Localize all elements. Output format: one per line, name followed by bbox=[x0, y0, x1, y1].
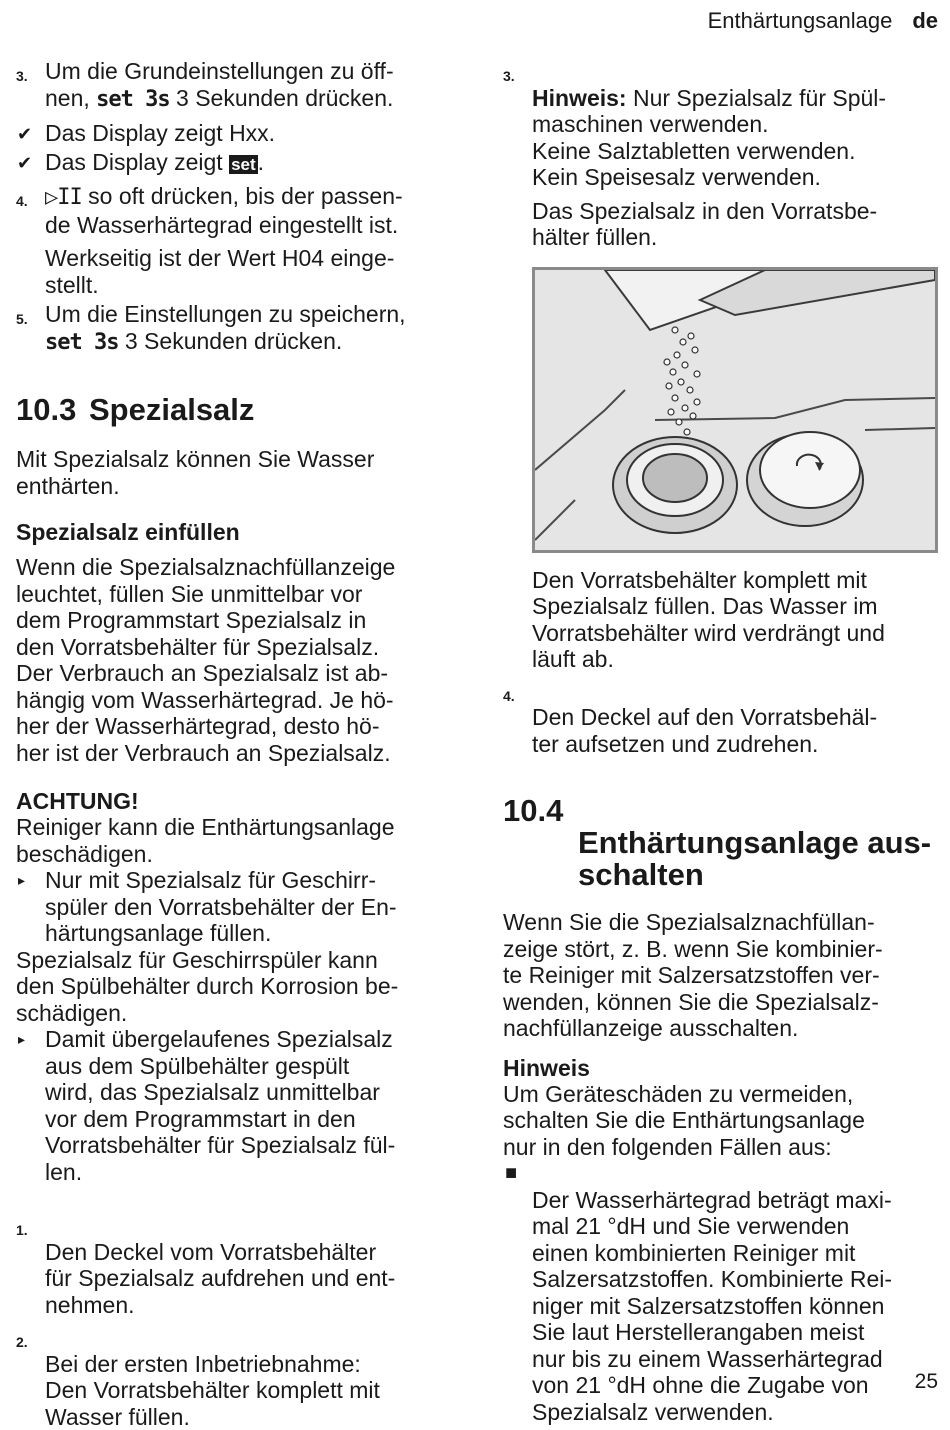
step-number: 4. bbox=[16, 193, 28, 209]
step-text: Um die Einstellungen zu speichern, bbox=[45, 301, 406, 327]
step-5-save-settings bbox=[16, 301, 456, 356]
step-number: 5. bbox=[16, 311, 28, 327]
section-title: Enthärtungsanlage aus- schalten bbox=[578, 825, 932, 892]
salt-filling-illustration bbox=[532, 267, 938, 553]
warning-title: ACHTUNG! bbox=[16, 788, 139, 814]
bullet-text: Der Wasserhärtegrad beträgt maxi- mal 21 °dH und Sie verwenden einen kombinierten Reiniger mit Salzersatzstoffen. Kombinierte Rei- niger mit Salzersatzstoffen können Sie laut Herstellerangaben meist nur bis zu einem Wasserhärtegrad von 21 °dH ohne die Zugabe von Spezialsalz verwenden. bbox=[532, 1186, 893, 1425]
header-language: de bbox=[912, 8, 938, 33]
step-number: 3. bbox=[503, 68, 515, 84]
set-3s-button-icon: set 3s bbox=[45, 329, 119, 355]
note-text: Um Geräteschäden zu vermeiden, schalten Sie die Enthärtungsanlage nur in den folgenden Fällen aus: bbox=[503, 1080, 865, 1160]
section-intro: Wenn Sie die Spezialsalznachfüllan- zeige stört, z. B. wenn Sie kombinier- te Reiniger mit Salzersatzstoffen ver- wenden, können Sie die Spezialsalz- nachfüllanzeige ausschalten. bbox=[503, 909, 883, 1041]
warning-text: Spezialsalz für Geschirrspüler kann den Spülbehälter durch Korrosion be- schädigen. bbox=[16, 946, 399, 1026]
section-heading-10-4 bbox=[503, 795, 943, 891]
step-number: 1. bbox=[16, 1222, 28, 1238]
start-pause-icon: ▷II bbox=[45, 185, 82, 210]
section-intro: Mit Spezialsalz können Sie Wasser enthärten. bbox=[16, 446, 375, 499]
result-text: Das Display zeigt bbox=[45, 148, 230, 175]
bullet-text: Damit übergelaufenes Spezialsalz aus dem Spülbehälter gespült wird, das Spezialsalz unmittelbar vor dem Programmstart in den Vorratsbehälter für Spezialsalz fül- len. bbox=[45, 1026, 396, 1185]
section-number: 10.4 bbox=[503, 793, 564, 828]
result-text: . bbox=[257, 148, 265, 175]
step-text: 3 Sekunden drücken. bbox=[169, 84, 394, 111]
section-heading-10-3 bbox=[16, 394, 456, 426]
checkmark-icon: ✔ bbox=[17, 124, 33, 144]
step-4-water-hardness bbox=[16, 183, 456, 238]
step-text: Den Deckel vom Vorratsbehälter für Spezialsalz aufdrehen und ent- nehmen. bbox=[45, 1238, 396, 1318]
result-text: Das Display zeigt Hxx. bbox=[45, 120, 276, 146]
step-3-note-salt bbox=[503, 58, 943, 191]
step-4-close-lid bbox=[503, 678, 943, 758]
hint-label: Hinweis: bbox=[532, 84, 627, 111]
note-bullet bbox=[503, 1160, 943, 1425]
note-title: Hinweis bbox=[503, 1054, 590, 1081]
step-text: Um die Grundeinstellungen zu öff- bbox=[45, 58, 394, 84]
result-display-hxx bbox=[16, 120, 456, 147]
result-display-set bbox=[16, 149, 456, 179]
step-1-unscrew-lid bbox=[16, 1212, 456, 1318]
step-3-fill-text: Das Spezialsalz in den Vorratsbe- hälter füllen. bbox=[532, 197, 878, 250]
arrow-icon: ▸ bbox=[18, 872, 26, 888]
step-text: de Wasserhärtegrad eingestellt ist. bbox=[45, 211, 399, 238]
step-number: 3. bbox=[16, 68, 28, 84]
page-number: 25 bbox=[914, 1370, 938, 1393]
checkmark-icon: ✔ bbox=[17, 152, 33, 173]
salt-pouring-image bbox=[535, 270, 935, 550]
bullet-text: Nur mit Spezialsalz für Geschirr- spüler den Vorratsbehälter der En- härtungsanlage füllen. bbox=[45, 867, 397, 946]
arrow-icon: ▸ bbox=[18, 1031, 26, 1047]
step-text: 3 Sekunden drücken. bbox=[118, 327, 343, 354]
step-text: Bei der ersten Inbetriebnahme: Den Vorratsbehälter komplett mit Wasser füllen. bbox=[45, 1350, 380, 1430]
step-2-fill-water bbox=[16, 1324, 456, 1430]
header-title: Enthärtungsanlage bbox=[707, 8, 893, 33]
step-text: nen, bbox=[45, 84, 97, 111]
body-paragraph: Wenn die Spezialsalznachfüllanzeige leuchtet, füllen Sie unmittelbar vor dem Programmstart Spezialsalz in den Vorratsbehälter für Spezialsalz. Der Verbrauch an Spezialsalz ist ab- hängig vom Wasserhärtegrad. Je hö- her der Wasserhärtegrad, desto hö- her ist der Verbrauch an Spezialsalz. bbox=[16, 554, 396, 766]
warning-bullet bbox=[16, 1026, 456, 1185]
set-3s-button-icon: set 3s bbox=[96, 86, 170, 112]
warning-bullet bbox=[16, 867, 456, 947]
left-column bbox=[16, 58, 456, 1430]
step-text: Nur Spezialsalz für Spül- maschinen verwenden. Keine Salztabletten verwenden. Kein Speisesalz verwenden. bbox=[532, 84, 887, 190]
step-3-open-settings bbox=[16, 58, 456, 113]
step-text: Den Deckel auf den Vorratsbehäl- ter aufsetzen und zudrehen. bbox=[532, 704, 878, 757]
warning-text: Reiniger kann die Enthärtungsanlage beschädigen. bbox=[16, 814, 395, 867]
right-column bbox=[503, 58, 943, 1425]
section-number: 10.3 bbox=[16, 392, 77, 427]
step-number: 4. bbox=[503, 687, 515, 704]
running-header bbox=[708, 8, 938, 34]
after-figure-text: Den Vorratsbehälter komplett mit Spezialsalz füllen. Das Wasser im Vorratsbehälter wird verdrängt und läuft ab. bbox=[532, 566, 885, 672]
step-text: so oft drücken, bis der passen- bbox=[81, 183, 403, 209]
set-display-indicator: set bbox=[231, 154, 256, 174]
step-4-note: Werkseitig ist der Wert H04 einge- stellt. bbox=[45, 245, 395, 298]
step-number: 2. bbox=[16, 1334, 28, 1350]
section-title: Spezialsalz bbox=[89, 392, 255, 427]
square-bullet-icon: ■ bbox=[505, 1162, 518, 1184]
subheading-fill-salt: Spezialsalz einfüllen bbox=[16, 519, 240, 545]
